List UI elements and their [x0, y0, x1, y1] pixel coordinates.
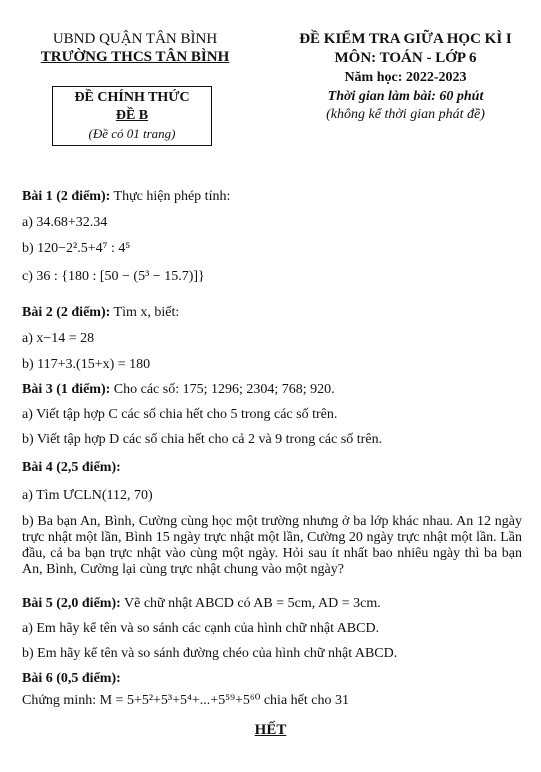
exam-subject: MÔN: TOÁN - LỚP 6: [334, 50, 477, 66]
bai6-heading: Bài 6 (0,5 điểm):: [22, 671, 121, 686]
header-left: [0, 30, 270, 66]
bai1-b: b) 120−2².5+4⁷ : 4⁵: [22, 241, 131, 256]
official-exam-box: [52, 86, 212, 146]
bai3-a: a) Viết tập hợp C các số chia hết cho 5 trong các số trên.: [22, 407, 338, 422]
bai5-b: b) Em hãy kể tên và so sánh đường chéo của hình chữ nhật ABCD.: [22, 646, 398, 661]
header-right: [270, 30, 541, 124]
bai2-b: b) 117+3.(15+x) = 180: [22, 357, 151, 372]
bai2-a: a) x−14 = 28: [22, 331, 95, 346]
school-year: Năm học: 2022-2023: [344, 70, 467, 85]
bai6-statement: Chứng minh: M = 5+5²+5³+5⁴+...+5⁵⁹+5⁶⁰ chia hết cho 31: [22, 693, 349, 708]
bai4-b: b) Ba bạn An, Bình, Cường cùng học một trường nhưng ở ba lớp khác nhau. An 12 ngày trực nhật một lần, Bình 15 ngày trực nhật một lần, Cường 20 ngày trực nhật một lần. Lần đầu, cả ba bạn trực nhật vào cùng một ngày. Hỏi sau ít nhất bao nhiêu ngày thì ba bạn An, Bình, Cường lại cùng trực nhật chung vào một ngày?: [22, 514, 522, 577]
exam-duration: Thời gian làm bài: 60 phút: [327, 89, 484, 104]
bai3-b: b) Viết tập hợp D các số chia hết cho cả 2 và 9 trong các số trên.: [22, 432, 383, 447]
bai5-a: a) Em hãy kể tên và so sánh các cạnh của hình chữ nhật ABCD.: [22, 621, 380, 636]
official-label: ĐỀ CHÍNH THỨC: [74, 90, 190, 105]
exam-variant: ĐỀ B: [115, 108, 149, 123]
bai5-heading: Bài 5 (2,0 điểm): Vẽ chữ nhật ABCD có AB = 5cm, AD = 3cm.: [22, 596, 381, 611]
bai1-c: c) 36 : {180 : [50 − (5³ − 15.7)]}: [22, 269, 205, 284]
bai1-a: a) 34.68+32.34: [22, 215, 108, 230]
bai4-heading: Bài 4 (2,5 điểm):: [22, 460, 121, 475]
exam-duration-note: (không kể thời gian phát đề): [326, 107, 485, 122]
end-mark: HẾT: [254, 722, 287, 738]
bai1-heading: Bài 1 (2 điểm): Thực hiện phép tính:: [22, 189, 231, 204]
bai3-heading: Bài 3 (1 điểm): Cho các số: 175; 1296; 2304; 768; 920.: [22, 382, 335, 397]
school-name: TRƯỜNG THCS TÂN BÌNH: [40, 49, 230, 65]
exam-title: ĐỀ KIỂM TRA GIỮA HỌC KÌ I: [299, 31, 512, 47]
bai2-heading: Bài 2 (2 điểm): Tìm x, biết:: [22, 305, 180, 320]
bai4-a: a) Tìm ƯCLN(112, 70): [22, 488, 153, 503]
page-count-note: (Đề có 01 trang): [88, 126, 176, 141]
district-name: UBND QUẬN TÂN BÌNH: [52, 31, 218, 47]
